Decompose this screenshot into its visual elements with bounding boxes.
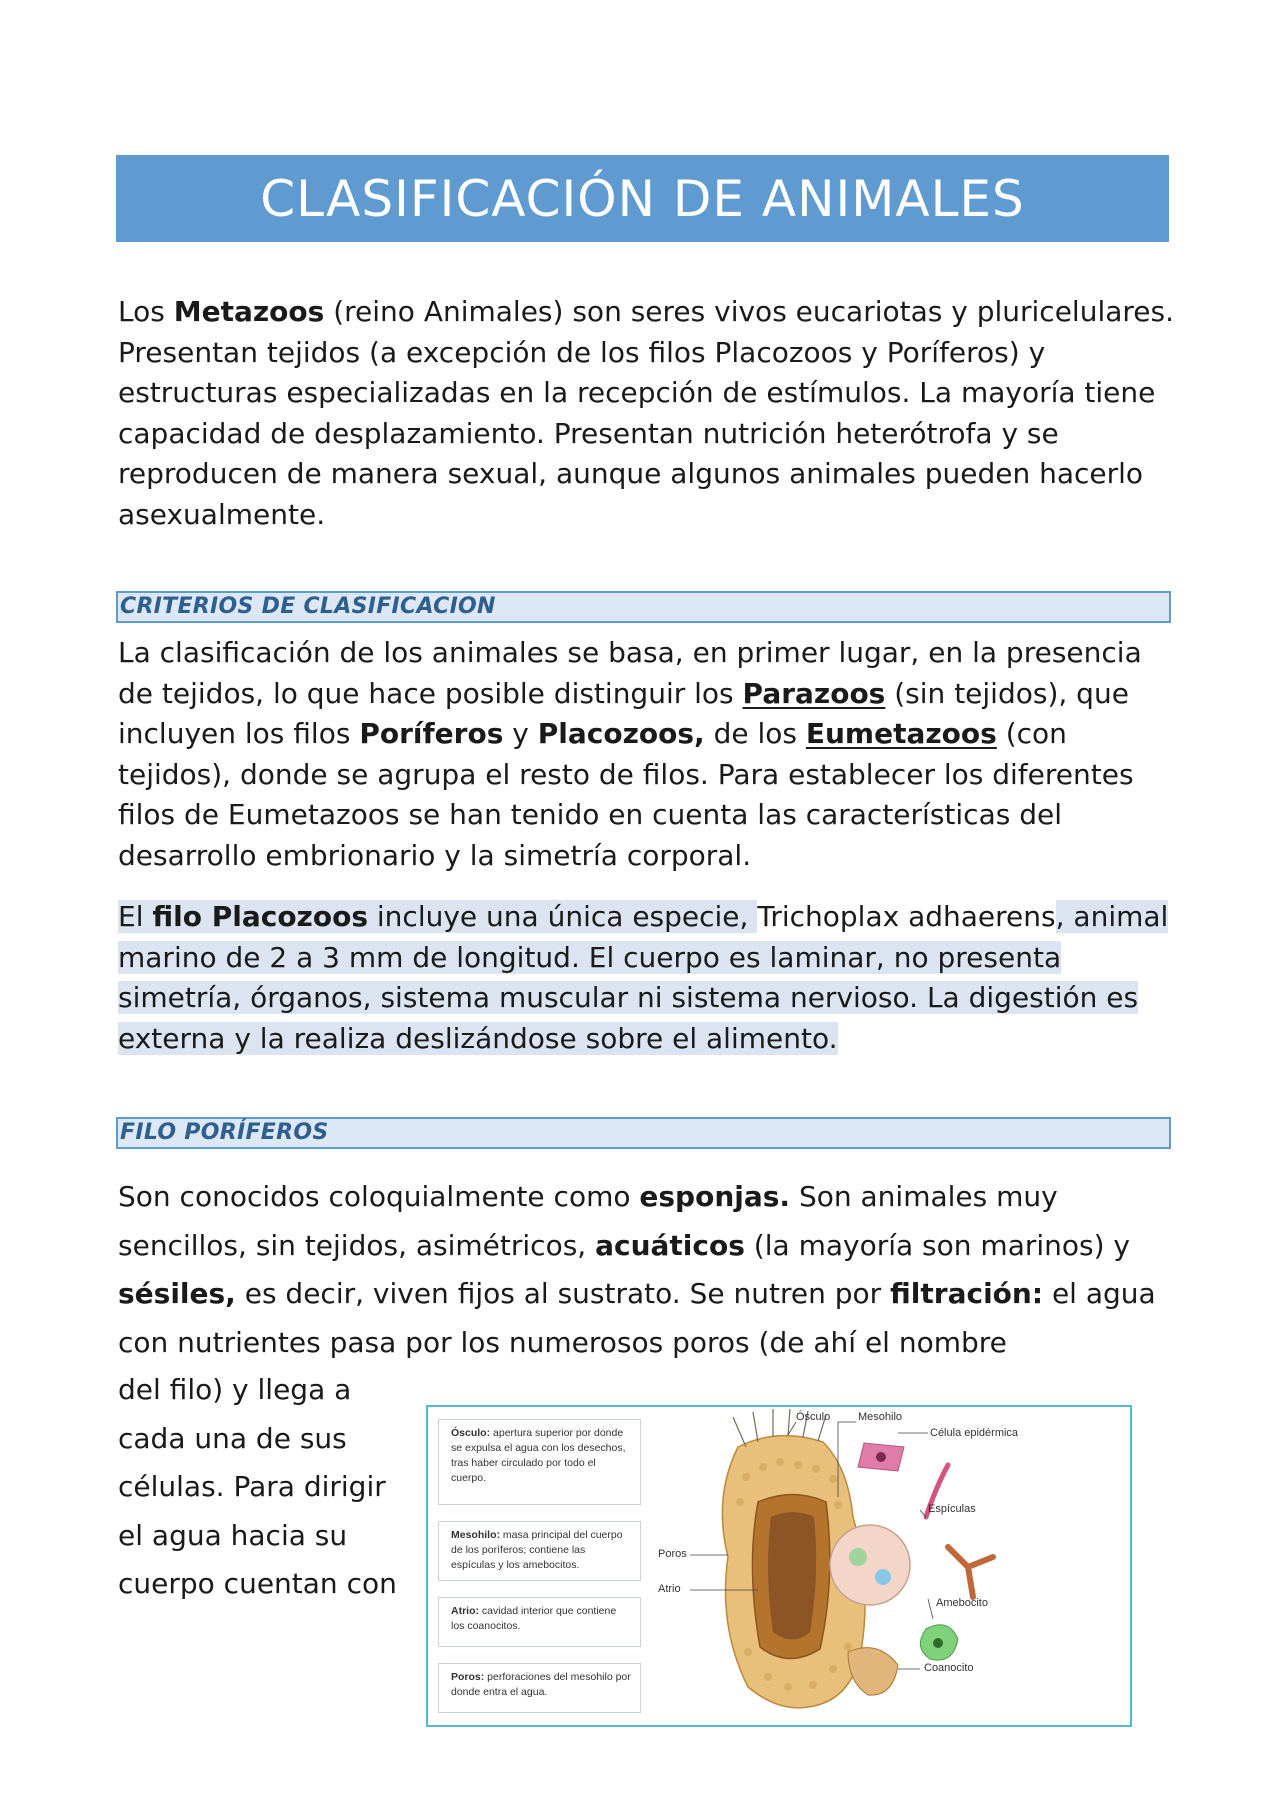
legend-term: Atrio: [451, 1605, 479, 1617]
heading-text: FILO PORÍFEROS [120, 1120, 329, 1145]
label-poros: Poros [658, 1548, 687, 1560]
text: de los [704, 717, 806, 750]
bold-term: sésiles, [118, 1277, 236, 1310]
text: Son animales muy sencillos, sin tejidos, asimétricos, [118, 1180, 1058, 1262]
cell-nucleus [876, 1452, 886, 1462]
bold-underlined-term: Parazoos [742, 676, 886, 710]
poriferos-paragraph [118, 1173, 1178, 1367]
bold-term: Metazoos [173, 295, 325, 328]
poriferos-paragraph-continued: del filo) y llega a cada una de sus células. Para dirigir el agua hacia su cuerpo cuentan con [118, 1373, 397, 1600]
text: es decir, viven fijos al sustrato. Se nutren por [235, 1277, 891, 1310]
bold-term: filo Placozoos [152, 900, 368, 933]
text: , animal marino de 2 a 3 mm de longitud. El cuerpo es laminar, no presenta simetría, órganos, sistema muscular ni sistema nervioso. La digestión es externa y la realiza deslizándose sobre el alimento. [118, 900, 1169, 1055]
criterios-paragraph [118, 633, 1178, 876]
bold-term: acuáticos [595, 1228, 745, 1262]
bold-underlined-term: Eumetazoos [805, 717, 997, 750]
page-title: CLASIFICACIÓN DE ANIMALES [260, 169, 1025, 228]
text: (reino Animales) son seres vivos eucariotas y pluricelulares. Presentan tejidos (a excepción de los filos Placozoos y Poríferos) y estructuras especializadas en la recepción de estímulos. La mayoría tiene capacidad de desplazamiento. Presentan nutrición heterótrofa y se reproducen de manera sexual, aunque algunos animales pueden hacerlo asexualmente. [118, 295, 1175, 531]
cell-dot [849, 1548, 867, 1566]
legend-term: Mesohilo: [451, 1529, 500, 1541]
text: El [118, 900, 153, 933]
legend-desc: cavidad interior que contiene los coanocitos. [451, 1605, 617, 1632]
intro-paragraph [118, 292, 1178, 535]
text: (con tejidos), donde se agrupa el resto de filos. Para establecer los diferentes filos de Eumetazoos se han tenido en cuenta las características del desarrollo embrionario y la simetría corporal. [118, 717, 1134, 872]
legend-desc: apertura superior por donde se expulsa el agua con los desechos, tras haber circulado por todo el cuerpo. [451, 1427, 626, 1484]
text: Los [118, 295, 174, 328]
text: La clasificación de los animales se basa, en primer lugar, en la presencia de tejidos, lo que hace posible distinguir los [118, 636, 1142, 710]
atrium-inner [768, 1512, 816, 1640]
bold-term: Placozoos, [537, 717, 705, 750]
legend-desc: masa principal del cuerpo de los poríferos; contiene las espículas y los amebocitos. [451, 1529, 623, 1571]
heading-text: CRITERIOS DE CLASIFICACION [120, 594, 496, 619]
cell-nucleus [933, 1638, 943, 1648]
bold-term: filtración: [890, 1277, 1044, 1310]
text: incluye una única especie, [368, 900, 758, 933]
text: (sin tejidos), que incluyen los filos [118, 676, 1129, 750]
bold-term: Poríferos [359, 717, 504, 750]
choanocyte [848, 1648, 898, 1695]
text: Son conocidos coloquialmente como [118, 1180, 640, 1213]
label-atrio: Atrio [658, 1583, 681, 1595]
sponge-figure [426, 1405, 1132, 1727]
label-osculo: Ósculo [796, 1411, 831, 1423]
text: el agua con nutrientes pasa por los numerosos poros (de ahí el nombre [118, 1277, 1156, 1359]
label-mesohilo: Mesohilo [858, 1411, 903, 1423]
species-name: Trichoplax adhaerens [757, 900, 1056, 933]
amebocyte-spicule [948, 1547, 993, 1597]
section-heading-poriferos [116, 1117, 1171, 1149]
label-coanocito: Coanocito [924, 1662, 974, 1674]
title-banner [116, 155, 1169, 242]
placozoos-paragraph [118, 897, 1178, 1059]
text: (la mayoría son marinos) y [744, 1228, 1131, 1262]
legend-term: Poros: [451, 1671, 485, 1683]
label-celula-epidermica: Célula epidérmica [930, 1427, 1019, 1439]
legend-term: Ósculo: [451, 1427, 491, 1439]
label-espiculas: Espículas [928, 1503, 976, 1515]
magnified-wall [830, 1525, 910, 1605]
sponge-illustration [428, 1407, 1130, 1725]
cell-dot [875, 1569, 891, 1585]
label-amebocito: Amebocito [936, 1597, 988, 1609]
text: y [503, 717, 538, 750]
legend-desc: perforaciones del mesohilo por donde entra el agua. [451, 1671, 631, 1698]
section-heading-criterios [116, 591, 1171, 623]
bold-term: esponjas. [639, 1180, 791, 1213]
